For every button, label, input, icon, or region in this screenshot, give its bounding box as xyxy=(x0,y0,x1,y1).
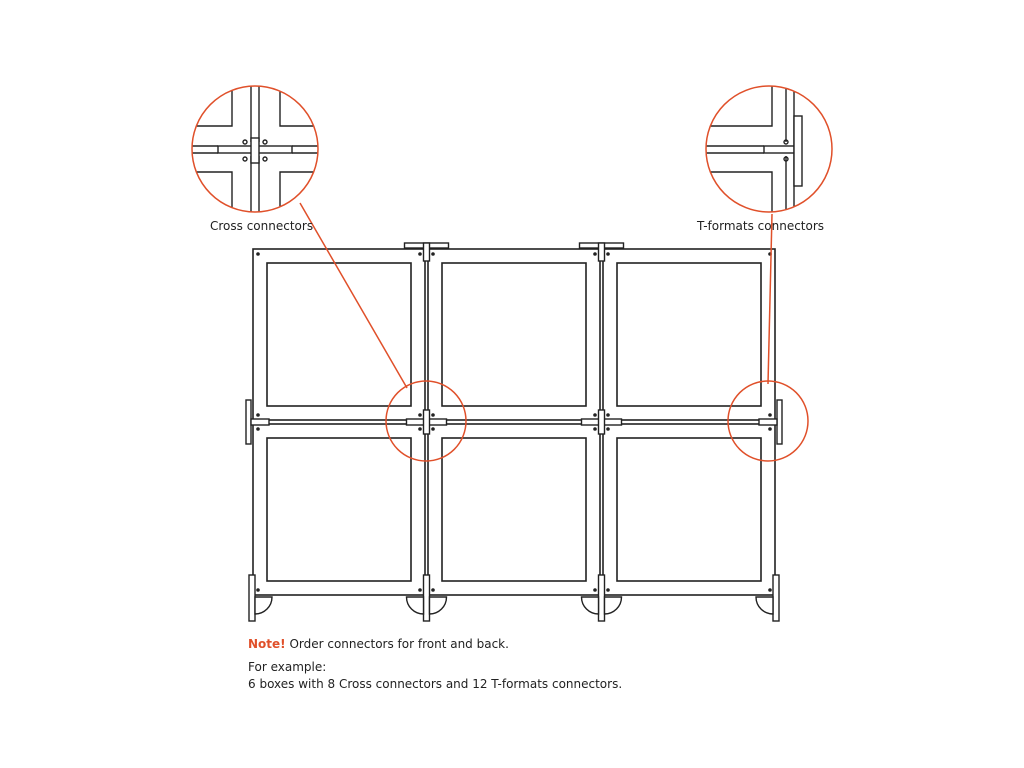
foot-connector-stem xyxy=(773,575,779,621)
screw-hole xyxy=(606,252,610,256)
box-inner xyxy=(617,263,761,406)
screw-hole xyxy=(256,413,260,417)
screw-hole xyxy=(256,588,260,592)
screw-hole xyxy=(606,413,610,417)
screw-hole xyxy=(593,427,597,431)
screw-hole xyxy=(256,252,260,256)
cross-connectors-label: Cross connectors xyxy=(210,219,314,233)
foot-connector xyxy=(407,597,424,614)
box-inner xyxy=(267,263,411,406)
box-inner xyxy=(617,438,761,581)
cross-connector xyxy=(424,410,430,434)
screw-hole xyxy=(256,427,260,431)
example-heading: For example: xyxy=(248,660,327,674)
tee-connector-stem xyxy=(424,243,430,261)
screw-hole xyxy=(431,588,435,592)
tee-callout-line xyxy=(768,214,772,384)
foot-connector xyxy=(255,597,272,614)
foot-connector-stem xyxy=(424,575,430,621)
screw-hole xyxy=(593,588,597,592)
box-outer xyxy=(603,424,775,595)
screw-hole xyxy=(768,588,772,592)
foot-connector-stem xyxy=(249,575,255,621)
screw-holes xyxy=(256,252,772,592)
foot-connector xyxy=(605,597,622,614)
box-inner xyxy=(442,438,586,581)
note-text: Order connectors for front and back. xyxy=(285,637,509,651)
screw-hole xyxy=(593,252,597,256)
tee-connector-stem xyxy=(251,419,269,425)
screw-hole xyxy=(768,413,772,417)
box-outer xyxy=(253,249,425,420)
note-prefix: Note! xyxy=(248,637,286,651)
screw-hole xyxy=(418,588,422,592)
screw-hole xyxy=(606,427,610,431)
foot-connector xyxy=(756,597,773,614)
connector-group xyxy=(246,243,782,621)
order-note xyxy=(248,636,622,693)
cross-connector-zoom xyxy=(180,80,330,220)
cross-callout-line xyxy=(300,203,407,388)
box-outer xyxy=(428,249,600,420)
example-text: 6 boxes with 8 Cross connectors and 12 T-formats connectors. xyxy=(248,677,623,691)
screw-hole xyxy=(418,427,422,431)
screw-hole xyxy=(418,252,422,256)
screw-hole xyxy=(431,427,435,431)
foot-connector xyxy=(430,597,447,614)
foot-connector xyxy=(582,597,599,614)
tee-connector-zoom xyxy=(700,80,832,220)
box-outer xyxy=(253,424,425,595)
screw-hole xyxy=(593,413,597,417)
tee-connector-stem xyxy=(599,243,605,261)
screw-hole xyxy=(431,413,435,417)
foot-connector-stem xyxy=(599,575,605,621)
tee-connector-side xyxy=(777,400,782,444)
screw-hole xyxy=(606,588,610,592)
tee-connector-side xyxy=(246,400,251,444)
box-grid xyxy=(253,249,775,595)
tee-connectors-label: T-formats connectors xyxy=(697,219,825,233)
note-line xyxy=(248,636,622,653)
screw-hole xyxy=(431,252,435,256)
box-outer xyxy=(603,249,775,420)
screw-hole xyxy=(418,413,422,417)
screw-hole xyxy=(768,427,772,431)
tee-connector-stem xyxy=(759,419,777,425)
cross-connector xyxy=(599,410,605,434)
box-inner xyxy=(442,263,586,406)
box-inner xyxy=(267,438,411,581)
